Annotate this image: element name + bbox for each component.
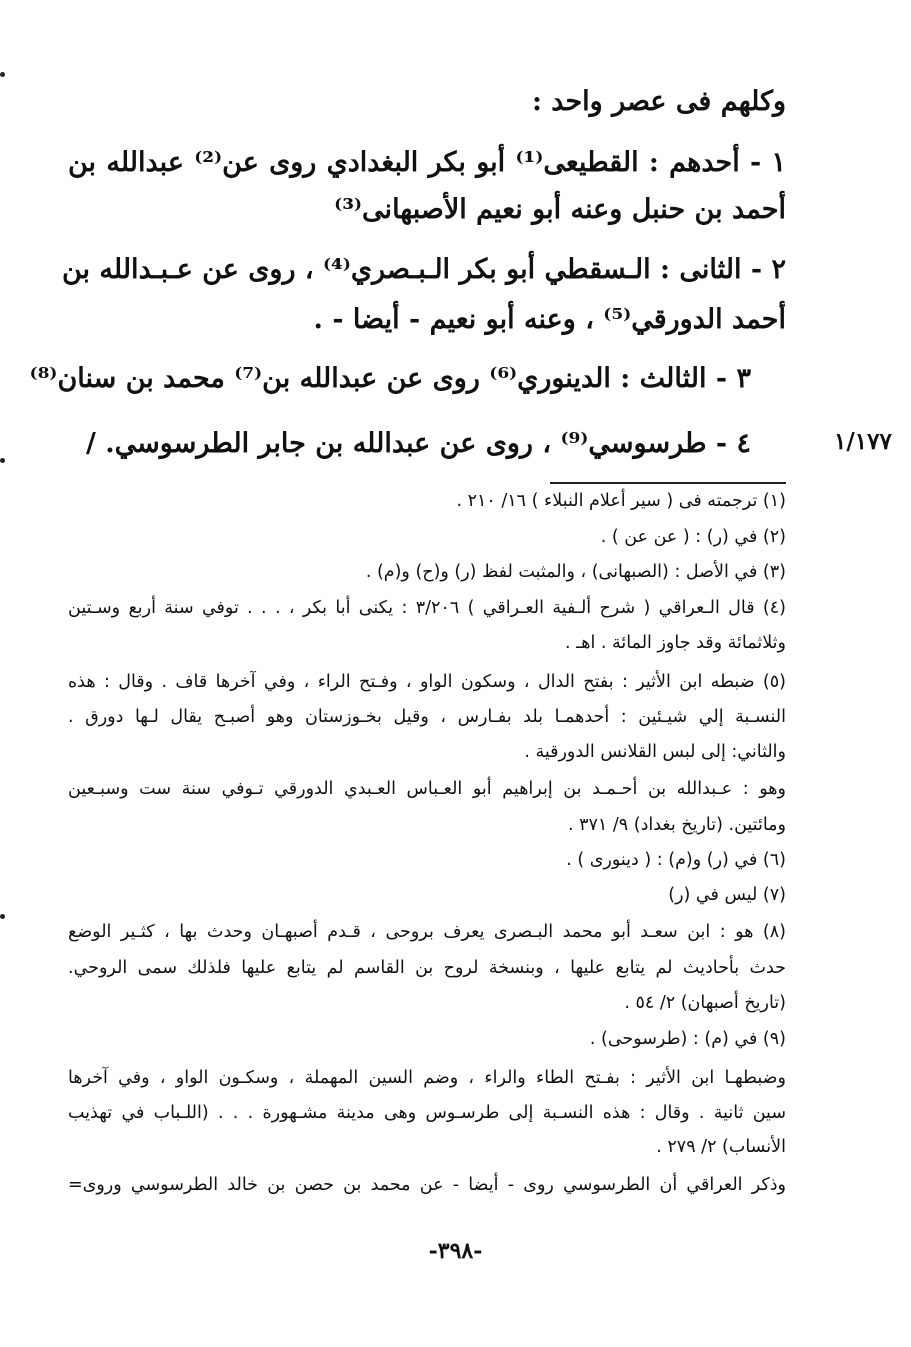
page-number: -٣٩٨-: [428, 1238, 483, 1264]
item-4-line-1: ٤ - طرسوسي⁽⁹⁾ ، روى عن عبدالله بن جابر الطرسوسي. /: [85, 428, 751, 459]
footnote-8-line-3: (تاريخ أصبهان) ٢/ ٥٤ .: [624, 993, 786, 1013]
footnote-9-line-1: (٩) في (م) : (طرسوحى) .: [589, 1029, 786, 1049]
footnote-3: (٣) في الأصل : (الصبهانى) ، والمثبت لفظ (ر) و(ح) و(م) .: [365, 562, 786, 582]
footnote-4-line-1: (٤) قال الـعراقي ( شرح ألـفية العـراقي ) ٣/٢٠٦ : يكنى أبا بكر ، . . . توفي سنة أربع وسـتين: [68, 598, 786, 618]
footnote-separator: [550, 482, 786, 484]
footnote-9-line-5: وذكر العراقي أن الطرسوسي روى - أيضا - عن محمد بن حصن بن خالد الطرسوسي وروى=: [68, 1175, 786, 1195]
item-1-line-1: ١ - أحدهم : القطيعى⁽¹⁾ أبو بكر البغدادي روى عن⁽²⁾ عبدالله بن: [68, 147, 787, 178]
scan-mark: [0, 458, 5, 463]
footnote-5-line-1: (٥) ضبطه ابن الأثير : بفتح الدال ، وسكون الواو ، وفـتح الراء ، وفي آخرها قاف . وقال : هذه: [68, 672, 786, 692]
footnote-5-line-2: النسـبة إلي شيـئين : أحدهمـا بلد بفـارس ، وقيل بخـوزستان وهو أصبـح يقال لـها دورق .: [68, 707, 786, 727]
item-2-line-1: ٢ - الثانى : الـسقطي أبو بكر الـبـصري⁽⁴⁾ ، روى عن عـبـدالله بن: [61, 254, 786, 285]
margin-folio-reference: ١/١٧٧: [834, 428, 892, 455]
footnote-1: (١) ترجمته فى ( سير أعلام النبلاء ) ١٦/ ٢١٠ .: [456, 491, 786, 511]
intro-line: وكلهم فى عصر واحد :: [531, 86, 786, 117]
item-3-line-1: ٣ - الثالث : الدينوري⁽⁶⁾ روى عن عبدالله بن⁽⁷⁾ محمد بن سنان⁽⁸⁾: [29, 363, 751, 394]
scan-mark: [0, 914, 5, 919]
footnote-6: (٦) في (ر) و(م) : ( دينورى ) .: [566, 850, 786, 870]
scan-mark: [0, 72, 5, 77]
item-1-line-2: أحمد بن حنبل وعنه أبو نعيم الأصبهانى⁽³⁾: [334, 194, 786, 225]
footnote-5-line-3: والثاني: إلى لبس القلانس الدورقية .: [524, 742, 786, 762]
footnote-7: (٧) ليس في (ر): [668, 885, 786, 905]
footnote-5-line-4: وهو : عـبدالله بن أحـمـد بن إبراهيم أبو العـباس العـبدي الدورقي تـوفي سنة ست وسبـعين: [68, 779, 786, 799]
footnote-8-line-1: (٨) هو : ابن سعـد أبو محمد البـصرى يعرف بروحى ، قـدم أصبهـان وحدث بها ، كثـير الوضع: [68, 922, 786, 942]
footnote-4-line-2: وثلاثمائة وقد جاوز المائة . اهـ .: [564, 633, 786, 653]
footnote-2: (٢) في (ر) : ( عن عن ) .: [600, 527, 786, 547]
footnote-9-line-3: سين ثانية . وقال : هذه النسـبة إلى طرسـوس وهى مدينة مشـهورة . . . (اللـباب في تهذيب: [68, 1103, 786, 1123]
item-2-line-2: أحمد الدورقي⁽⁵⁾ ، وعنه أبو نعيم - أيضا - .: [313, 304, 786, 335]
footnote-9-line-4: الأنساب) ٢/ ٢٧٩ .: [656, 1137, 786, 1157]
footnote-9-line-2: وضبطهـا ابن الأثير : بفـتح الطاء والراء ، وضم السين المهملة ، وسكـون الواو ، وفي آخرها: [68, 1068, 786, 1088]
footnote-8-line-2: حدث بأحاديث لم يتابع عليها ، وبنسخة لروح بن القاسم لم يتابع عليها فلذلك سمى الروحي.: [68, 958, 786, 978]
footnote-5-line-5: ومائتين. (تاريخ بغداد) ٩/ ٣٧١ .: [567, 815, 786, 835]
